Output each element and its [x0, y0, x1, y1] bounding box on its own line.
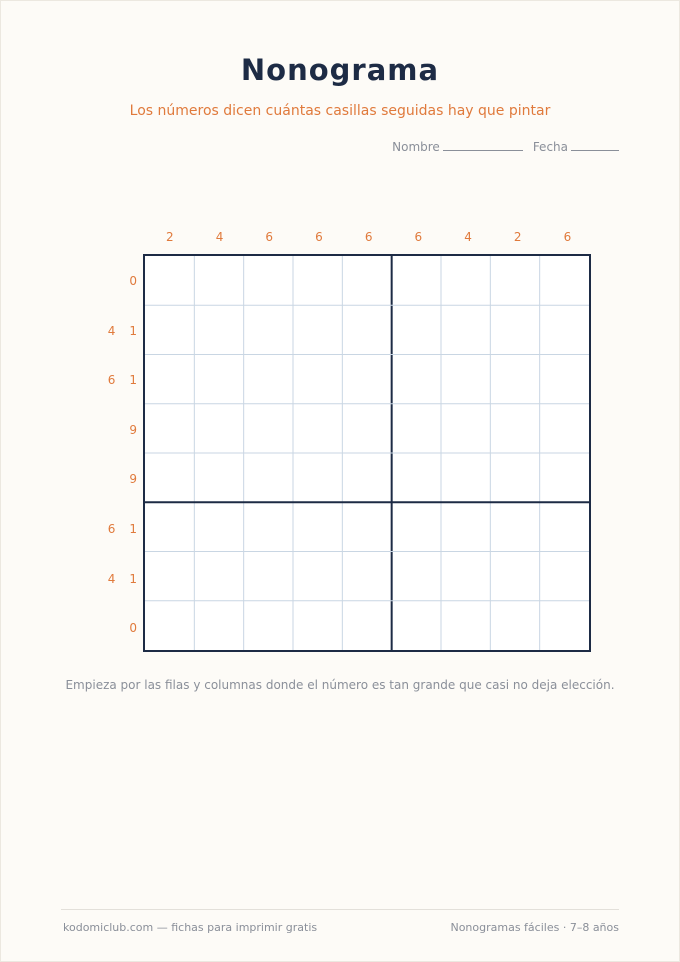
row-clue-number: 0 [129, 621, 137, 636]
row-clue-number: 4 [107, 323, 116, 338]
name-date-fields [392, 140, 619, 154]
row-clue-3 [61, 355, 137, 405]
row-clue-number: 0 [129, 274, 137, 288]
column-clue-9: 6 [563, 230, 572, 244]
column-clue-4: 6 [315, 230, 323, 244]
row-clue-6 [61, 504, 137, 554]
row-clue-number: 6 [107, 522, 116, 536]
row-clue-7 [61, 554, 137, 604]
row-clue-number: 9 [129, 422, 137, 437]
column-clue-3: 6 [265, 230, 274, 244]
row-clue-number: 1 [129, 323, 137, 338]
column-clue-6: 6 [414, 230, 423, 244]
footer-site[interactable]: kodomiclub.com — fichas para imprimir gratis [63, 921, 318, 934]
column-clue-5: 6 [364, 230, 373, 244]
column-clue-1: 2 [166, 230, 174, 244]
page-title: Nonograma [240, 53, 440, 87]
name-field[interactable] [392, 140, 523, 154]
page-subtitle: Los números dicen cuántas casillas seguidas hay que pintar [129, 103, 551, 119]
row-clue-2 [61, 306, 137, 356]
name-label: Nombre [392, 140, 440, 154]
date-field[interactable] [533, 140, 619, 154]
row-clue-number: 1 [129, 373, 137, 388]
row-clue-number: 6 [107, 373, 116, 388]
date-label: Fecha [532, 140, 568, 154]
footer-divider [61, 909, 619, 910]
row-clue-8 [61, 603, 137, 653]
hint-text: Empieza por las filas y columnas donde el número es tan grande que casi no deja elección. [65, 678, 615, 692]
row-clue-number: 9 [129, 472, 137, 487]
name-blank-line[interactable] [443, 140, 523, 151]
column-clue-7: 4 [464, 230, 472, 244]
row-clue-number: 1 [129, 522, 137, 536]
row-clue-4 [61, 405, 137, 455]
grid-lines [145, 256, 589, 650]
row-clue-1 [61, 256, 137, 306]
row-clue-number: 1 [129, 571, 137, 586]
nonogram-grid[interactable] [143, 254, 591, 652]
date-blank-line[interactable] [571, 140, 619, 151]
footer-category: Nonogramas fáciles · 7–8 años [450, 921, 619, 934]
column-clue-2: 4 [215, 230, 224, 244]
row-clue-number: 4 [107, 571, 116, 586]
column-clue-8: 2 [513, 230, 522, 244]
row-clue-5 [61, 454, 137, 504]
